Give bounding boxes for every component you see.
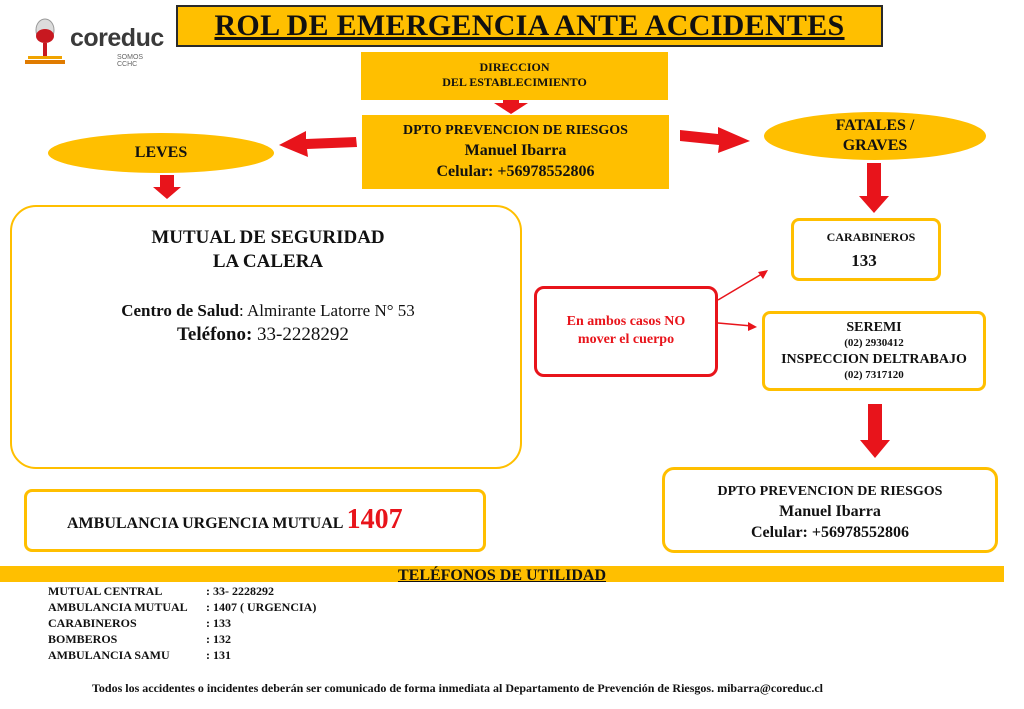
carabineros-box	[791, 218, 941, 281]
mutual-tel-value: 33-2228292	[252, 324, 349, 345]
direccion-line1: DIRECCION	[479, 60, 550, 74]
arrow-down-leves	[153, 175, 181, 199]
fatales-oval	[764, 112, 986, 160]
logo-mark-icon	[22, 14, 68, 66]
carabineros-label: CARABINEROS	[826, 230, 916, 244]
arrow-down-seremi	[860, 404, 890, 458]
seremi-box	[762, 311, 986, 391]
list-item: MUTUAL CENTRAL : 33- 2228292	[48, 584, 274, 598]
page-title: ROL DE EMERGENCIA ANTE ACCIDENTES	[214, 9, 845, 42]
ambulancia-box	[24, 489, 486, 552]
list-item: BOMBEROS : 132	[48, 632, 231, 646]
dpto-top-phone: Celular: +56978552806	[436, 163, 595, 180]
logo-name: coreduc	[70, 24, 164, 52]
ambulancia-number: 1407	[346, 504, 403, 535]
telefonos-header	[0, 566, 1004, 582]
direccion-box	[361, 52, 668, 100]
leves-label: LEVES	[134, 144, 188, 161]
dpto-top-line1: DPTO PREVENCION DE RIESGOS	[403, 123, 628, 138]
logo	[22, 14, 162, 66]
fatales-line2: GRAVES	[842, 137, 908, 154]
footer-note: Todos los accidentes o incidentes deberán ser comunicado de forma inmediata al Departamento de Prevención de Riesgos. mibarra@coreduc.cl	[92, 681, 823, 695]
carabineros-number: 133	[851, 251, 877, 270]
telefonos-list	[48, 583, 378, 663]
ambulancia-text	[67, 504, 403, 536]
arrow-warning-seremi	[718, 323, 752, 326]
fatales-line1: FATALES /	[835, 117, 915, 134]
direccion-line2: DEL ESTABLECIMIENTO	[442, 75, 587, 89]
mutual-centro-value: : Almirante Latorre N° 53	[238, 301, 415, 320]
warning-line2: mover el cuerpo	[577, 332, 675, 347]
dpto-bottom-name: Manuel Ibarra	[779, 503, 881, 520]
warning-line1: En ambos casos NO	[566, 314, 686, 329]
mutual-telefono	[177, 324, 349, 346]
arrow-left-leves	[279, 131, 357, 157]
leves-oval	[48, 133, 274, 173]
list-item: CARABINEROS : 133	[48, 616, 231, 630]
dpto-bottom-line1: DPTO PREVENCION DE RIESGOS	[717, 484, 943, 499]
arrow-right-fatales	[680, 127, 750, 153]
mutual-centro-label: Centro de Salud	[121, 301, 239, 320]
mutual-box	[10, 205, 522, 469]
mutual-title2: LA CALERA	[212, 251, 324, 272]
page-title-box	[176, 5, 883, 47]
seremi-line3: INSPECCION DELTRABAJO	[781, 352, 967, 367]
dpto-top-box	[362, 115, 669, 189]
list-item: AMBULANCIA MUTUAL : 1407 ( URGENCIA)	[48, 600, 317, 614]
ambulancia-label: AMBULANCIA URGENCIA MUTUAL	[67, 515, 347, 532]
list-item: AMBULANCIA SAMU : 131	[48, 648, 231, 662]
seremi-line2: (02) 2930412	[844, 337, 904, 349]
mutual-title1: MUTUAL DE SEGURIDAD	[151, 227, 385, 248]
seremi-line4: (02) 7317120	[844, 369, 904, 381]
arrow-warning-carabineros	[718, 272, 765, 300]
telefonos-header-label: TELÉFONOS DE UTILIDAD	[397, 567, 607, 584]
mutual-tel-label: Teléfono:	[177, 324, 253, 345]
dpto-bottom-phone: Celular: +56978552806	[751, 524, 909, 541]
mutual-centro	[12, 301, 524, 321]
warning-box	[534, 286, 718, 377]
arrow-down-fatales	[859, 163, 889, 213]
logo-tagline: SOMOS CCHC	[117, 54, 144, 68]
seremi-line1: SEREMI	[846, 320, 902, 335]
dpto-bottom-box	[662, 467, 998, 553]
dpto-top-name: Manuel Ibarra	[464, 142, 567, 159]
